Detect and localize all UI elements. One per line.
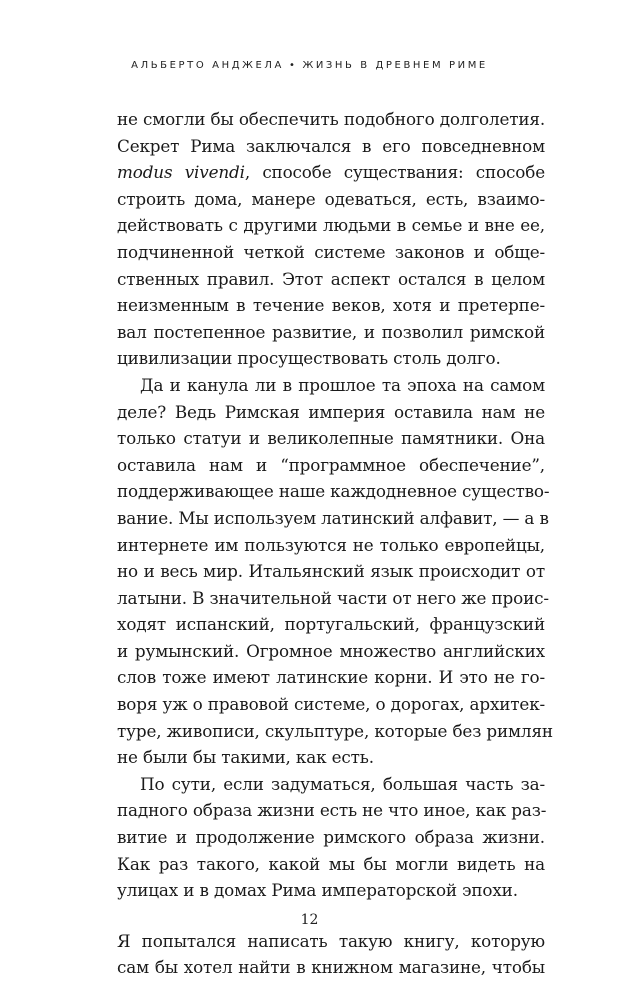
running-head-separator: • <box>288 60 298 71</box>
text-line: подчиненной четкой системе законов и обще- <box>117 241 545 262</box>
text-line: воря уж о правовой системе, о дорогах, архитек- <box>117 694 546 715</box>
text-line: цивилизации просуществовать столь долго. <box>117 348 501 369</box>
text-line: ходят испанский, португальский, французский <box>117 614 545 635</box>
paragraph <box>117 106 545 372</box>
text-line: Я попытался написать такую книгу, которую <box>117 930 545 951</box>
text-line: оставила нам и “программное обеспечение”, <box>117 454 545 475</box>
running-head-book-title: ЖИЗНЬ В ДРЕВНЕМ РИМЕ <box>302 60 488 71</box>
text-line: Да и канула ли в прошлое та эпоха на самом <box>140 374 545 395</box>
running-head <box>0 60 619 71</box>
text-line: вание. Мы используем латинский алфавит, — а в <box>117 507 549 528</box>
text-line: поддерживающее наше каждодневное существо- <box>117 481 550 502</box>
text-line: строить дома, манере одеваться, есть, взаимо- <box>117 188 545 209</box>
text-line: неизменным в течение веков, хотя и претерпе- <box>117 295 545 316</box>
text-line: ственных правил. Этот аспект остался в целом <box>117 268 545 289</box>
page-number: 12 <box>300 912 319 928</box>
text-line: туре, живописи, скульптуре, которые без римлян <box>117 720 553 741</box>
text-line: витие и продолжение римского образа жизни. <box>117 827 545 848</box>
text-line: и румынский. Огромное множество английских <box>117 640 545 661</box>
paragraph <box>117 372 553 771</box>
text-line: интернете им пользуются не только европейцы, <box>117 534 545 555</box>
text-line <box>117 159 545 186</box>
text-line: падного образа жизни есть не что иное, как раз- <box>117 800 547 821</box>
italic-phrase: modus vivendi <box>117 162 245 183</box>
text-line: сам бы хотел найти в книжном магазине, чтобы <box>117 957 545 978</box>
text-line: только статуи и великолепные памятники. Она <box>117 428 545 449</box>
text-line: не были бы такими, как есть. <box>117 747 374 768</box>
text-line: слов тоже имеют латинские корни. И это не го- <box>117 667 545 688</box>
running-head-author: АЛЬБЕРТО АНДЖЕЛА <box>131 60 284 71</box>
text-line: деле? Ведь Римская империя оставила нам не <box>117 401 545 422</box>
body-text <box>117 106 553 981</box>
text-line: действовать с другими людьми в семье и вне ее, <box>117 215 545 236</box>
text-line: латыни. В значительной части от него же проис- <box>117 587 549 608</box>
text-line: Секрет Рима заключался в его повседневном <box>117 135 545 156</box>
text-line: Как раз такого, какой мы бы могли видеть на <box>117 853 545 874</box>
paragraph <box>117 771 545 904</box>
text-line: не смогли бы обеспечить подобного долголетия. <box>117 109 546 129</box>
paragraph <box>117 928 545 981</box>
text-line: но и весь мир. Итальянский язык происходит от <box>117 561 545 582</box>
text-line-rest: , способе существания: способе <box>244 162 545 183</box>
text-line: По сути, если задуматься, большая часть за- <box>140 773 545 794</box>
text-line: вал постепенное развитие, и позволил римской <box>117 321 545 342</box>
text-line: улицах и в домах Рима императорской эпохи. <box>117 880 518 901</box>
